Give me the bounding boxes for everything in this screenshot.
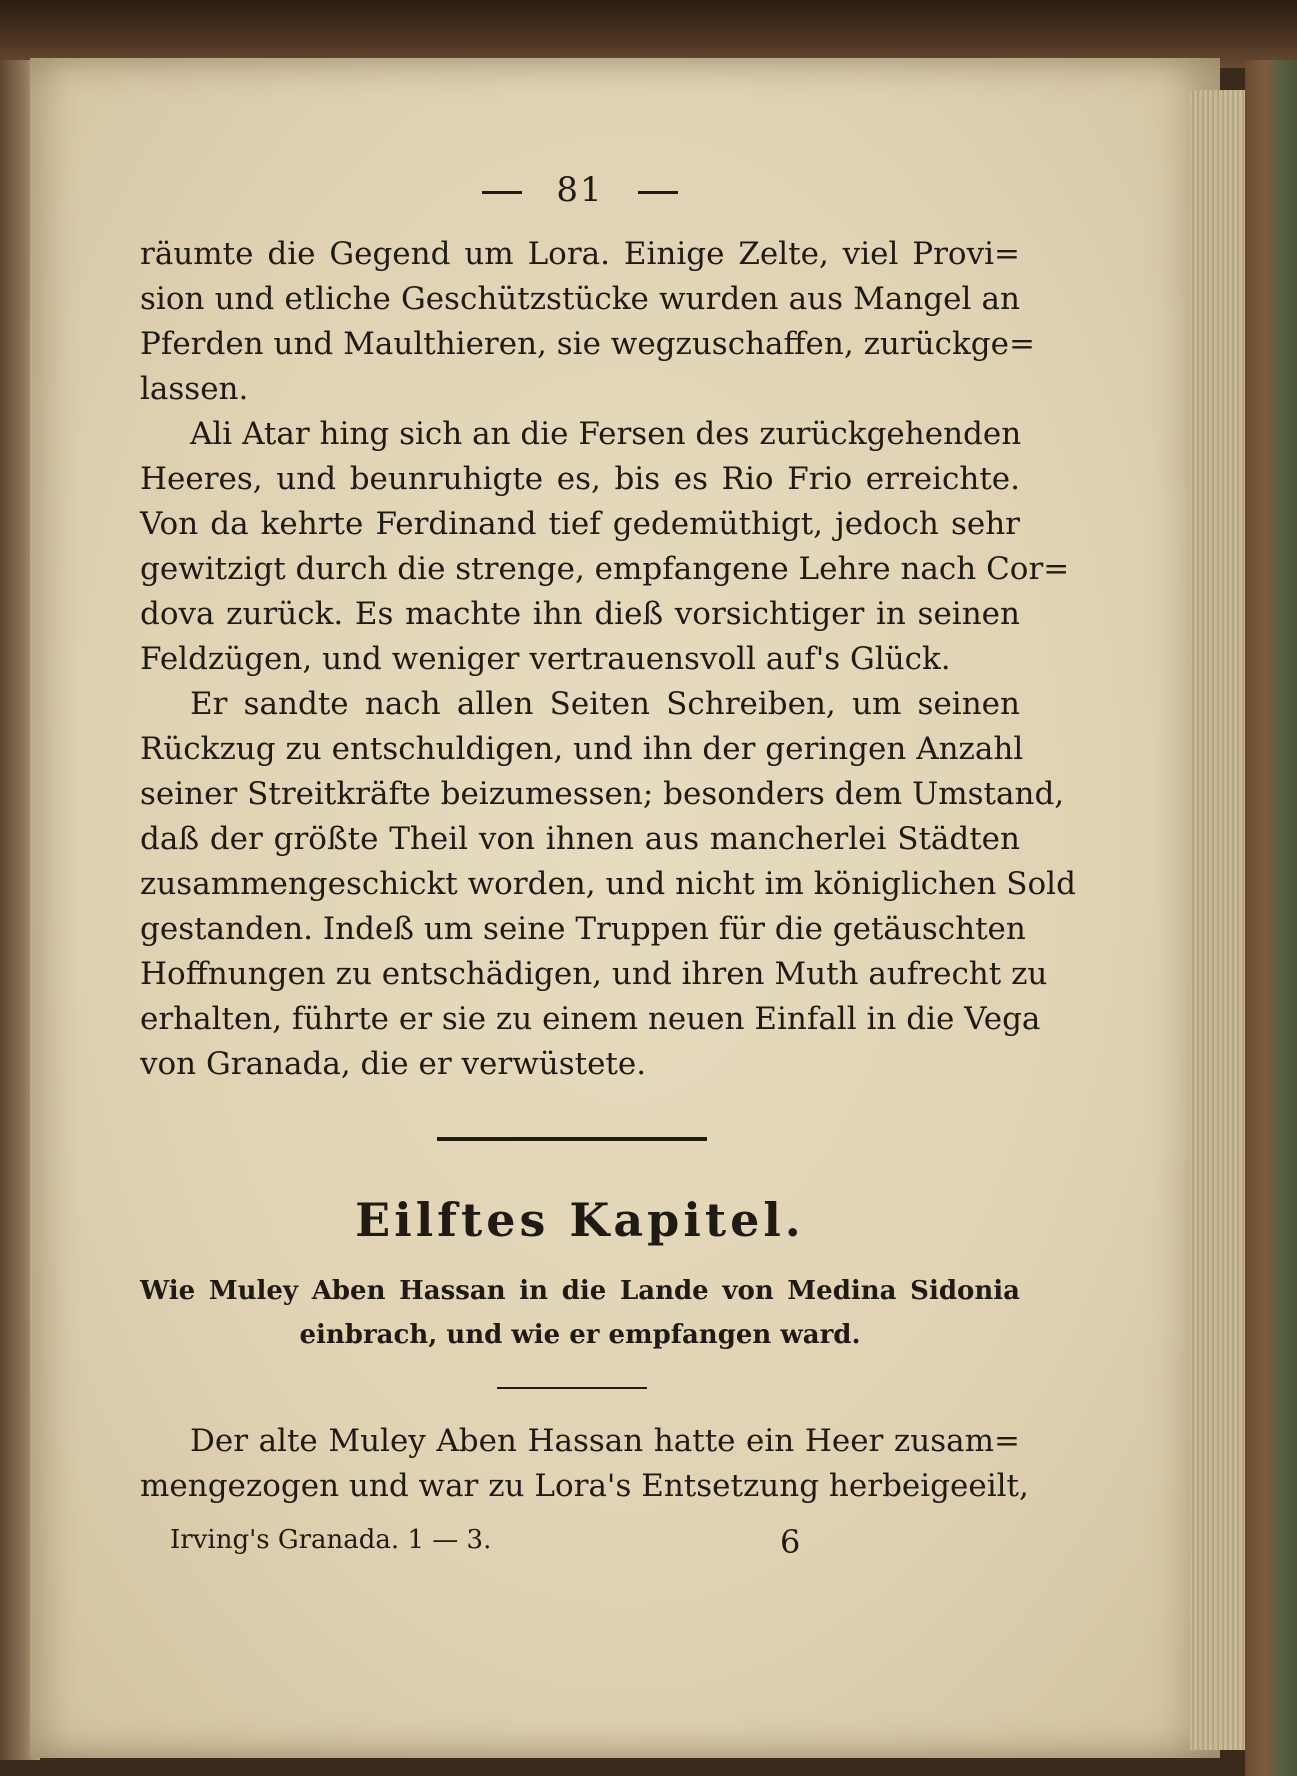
text-line: Feldzügen, und weniger vertrauensvoll auf's Glück.: [140, 641, 951, 677]
summary-line: Wie Muley Aben Hassan in die Lande von Medina Sidonia: [140, 1276, 1020, 1306]
text-line: gestanden. Indeß um seine Truppen für die getäuschten: [140, 911, 1026, 947]
book-reference: Irving's Granada. 1 — 3.: [170, 1525, 492, 1555]
text-line: Pferden und Maulthieren, sie wegzuschaffen, zurückge=: [140, 326, 1035, 362]
text-line: gewitzigt durch die strenge, empfangene Lehre nach Cor=: [140, 551, 1070, 587]
page-footer: [170, 1523, 810, 1561]
text-line: von Granada, die er verwüstete.: [140, 1046, 647, 1082]
text-line: erhalten, führte er sie zu einem neuen Einfall in die Vega: [140, 1001, 1041, 1037]
text-line: sion und etliche Geschützstücke wurden aus Mangel an: [140, 281, 1020, 317]
paragraph-2: [140, 412, 1070, 682]
page-text: [140, 170, 1076, 1509]
paragraph-1: [140, 232, 1035, 412]
text-line: Er sandte nach allen Seiten Schreiben, um seinen: [190, 686, 1020, 722]
text-line: zusammengeschickt worden, und nicht im königlichen Sold: [140, 866, 1076, 902]
text-line: Der alte Muley Aben Hassan hatte ein Heer zusam=: [190, 1423, 1020, 1459]
text-line: daß der größte Theil von ihnen aus mancherlei Städten: [140, 821, 1020, 857]
header-dash-right: [638, 191, 678, 194]
text-line: seiner Streitkräfte beizumessen; besonders dem Umstand,: [140, 776, 1065, 812]
signature-mark: 6: [780, 1523, 801, 1561]
page-number: 81: [556, 170, 604, 210]
summary-line: einbrach, und wie er empfangen ward.: [299, 1320, 861, 1350]
text-line: mengezogen und war zu Lora's Entsetzung herbeigeeilt,: [140, 1468, 1029, 1504]
text-line: Von da kehrte Ferdinand tief gedemüthigt, jedoch sehr: [140, 506, 1020, 542]
text-line: Ali Atar hing sich an die Fersen des zurückgehenden: [190, 416, 1022, 452]
page-block-edge: [1190, 90, 1250, 1750]
paragraph-3: [140, 682, 1076, 1087]
chapter-title: Eilftes Kapitel.: [355, 1193, 805, 1247]
text-line: dova zurück. Es machte ihn dieß vorsichtiger in seinen: [140, 596, 1020, 632]
text-line: Hoffnungen zu entschädigen, und ihren Muth aufrecht zu: [140, 956, 1048, 992]
chapter-summary: [140, 1269, 1020, 1357]
section-divider: [437, 1137, 707, 1141]
page-header: [140, 170, 1020, 210]
paragraph-4: [140, 1419, 1029, 1509]
text-line: Heeres, und beunruhigte es, bis es Rio Frio erreichte.: [140, 461, 1020, 497]
header-dash-left: [482, 191, 522, 194]
summary-divider: [497, 1387, 647, 1389]
text-line: lassen.: [140, 371, 249, 407]
text-line: Rückzug zu entschuldigen, und ihn der geringen Anzahl: [140, 731, 1024, 767]
text-line: räumte die Gegend um Lora. Einige Zelte, viel Provi=: [140, 236, 1020, 272]
book-cover-right: [1245, 60, 1297, 1776]
